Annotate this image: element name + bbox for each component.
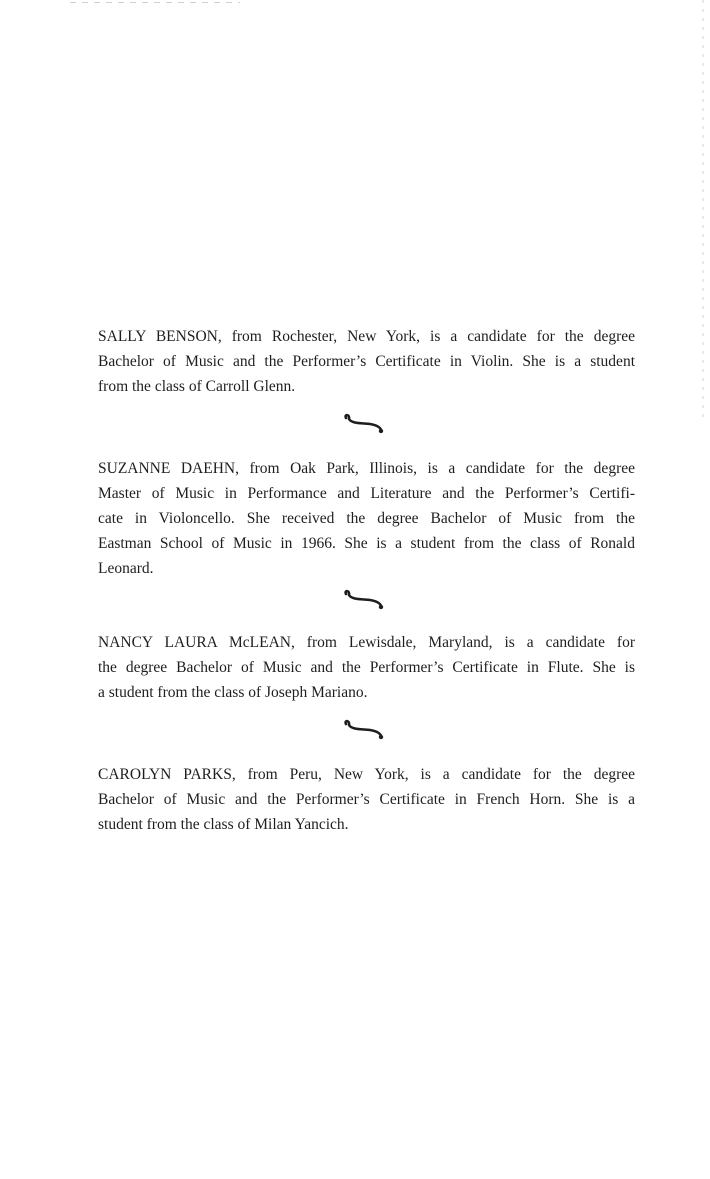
entry-line: a student from the class of Joseph Mariano. [98,684,368,701]
entry-line: CAROLYN PARKS, from Peru, New York, is a candidate for the degree [98,766,635,783]
entry-line: Bachelor of Music and the Performer’s Certificate in Violin. She is a student [98,353,635,370]
entry-line: SUZANNE DAEHN, from Oak Park, Illinois, is a candidate for the degree [98,460,635,477]
scan-edge-mark [70,2,240,3]
entry-line: from the class of Carroll Glenn. [98,378,296,395]
entry-line: the degree Bachelor of Music and the Performer’s Certificate in Flute. She is [98,659,635,676]
candidate-entry-suzanne-daehn [98,456,635,581]
ornamental-swash-icon [340,718,388,742]
scan-binding-mark [702,0,704,420]
entry-line: Eastman School of Music in 1966. She is a student from the class of Ronald [98,535,635,552]
entry-line: student from the class of Milan Yancich. [98,816,349,833]
entry-line: Bachelor of Music and the Performer’s Certificate in French Horn. She is a [98,791,635,808]
candidate-entry-carolyn-parks [98,762,635,837]
candidate-entry-sally-benson [98,324,635,399]
ornamental-swash-icon [340,588,388,612]
entry-line: NANCY LAURA McLEAN, from Lewisdale, Maryland, is a candidate for [98,634,635,651]
ornamental-swash-icon [340,412,388,436]
entry-line: SALLY BENSON, from Rochester, New York, is a candidate for the degree [98,328,635,345]
candidate-entry-nancy-laura-mclean [98,630,635,705]
entry-line: Leonard. [98,560,154,577]
entry-line: Master of Music in Performance and Literature and the Performer’s Certifi- [98,485,635,502]
entry-line: cate in Violoncello. She received the degree Bachelor of Music from the [98,510,635,527]
